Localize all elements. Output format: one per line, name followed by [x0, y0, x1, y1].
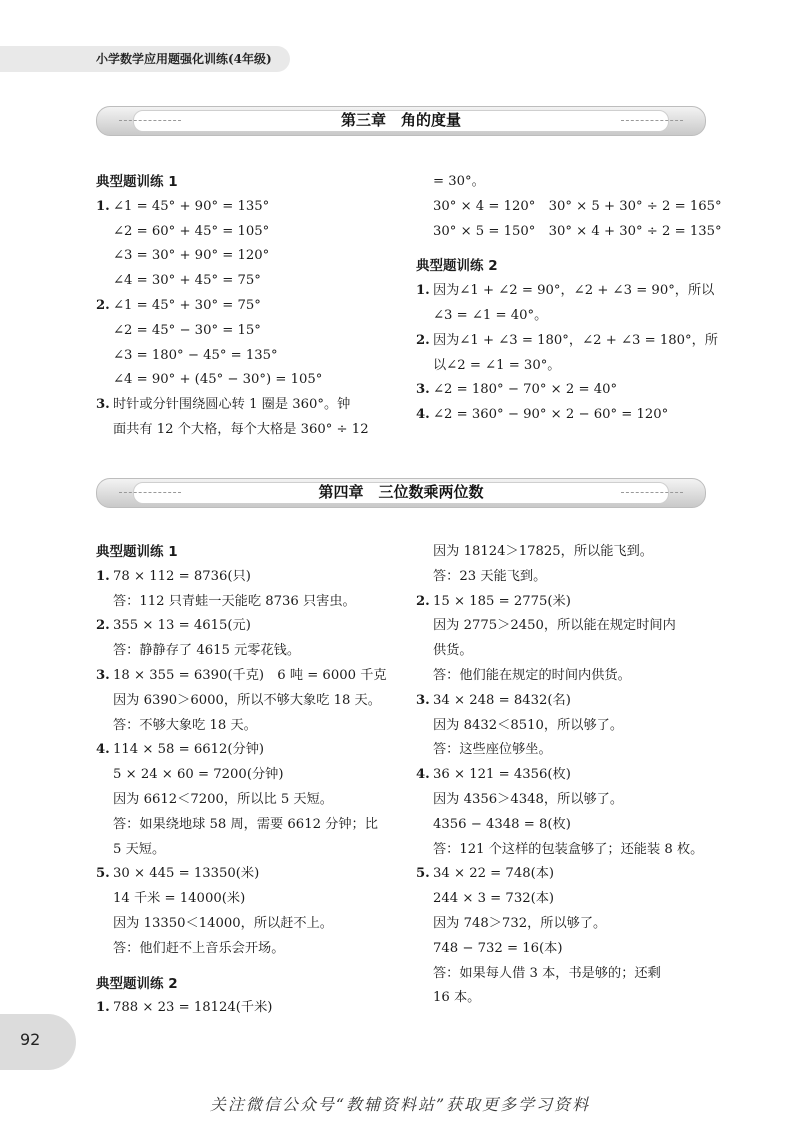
answer-line: 16 本。 [433, 990, 481, 1006]
answer-text: 788 × 23 = 18124(千米) [113, 1000, 273, 1016]
item-number: 3. [416, 382, 430, 398]
answer-line: 748 − 732 = 16(本) [433, 940, 563, 956]
answer-line [416, 403, 716, 428]
chapter-4-right-column [416, 540, 716, 1011]
answer-text: 114 × 58 = 6612(分钟) [113, 742, 265, 758]
book-title: 小学数学应用题强化训练(4年级) [96, 52, 272, 66]
answer-line: 面共有 12 个大格，每个大格是 360° ÷ 12 [113, 421, 369, 437]
answer-line: 因为 4356＞4348，所以够了。 [433, 791, 624, 807]
item-number: 1. [96, 568, 110, 584]
answer-line: ∠4 = 30° + 45° = 75° [113, 273, 261, 289]
answer-text: 78 × 112 = 8736(只) [113, 568, 251, 584]
answer-line [96, 996, 396, 1021]
answer-line: 答：他们能在规定的时间内供货。 [433, 667, 631, 683]
answer-line: 因为 18124＞17825，所以能飞到。 [433, 544, 653, 559]
item-number: 2. [416, 593, 430, 609]
item-number: 2. [416, 332, 430, 348]
answer-line [416, 329, 716, 354]
answer-line: 14 千米 = 14000(米) [113, 891, 246, 907]
answer-line: 因为 2775＞2450，所以能在规定时间内 [433, 618, 676, 634]
answer-line: 答：这些座位够坐。 [433, 742, 552, 758]
answer-text: 34 × 248 = 8432(名) [433, 692, 571, 708]
answer-line [416, 862, 716, 887]
answer-line [96, 195, 396, 220]
item-number: 1. [416, 283, 430, 299]
answer-line: 因为 6390＞6000，所以不够大象吃 18 天。 [113, 692, 381, 708]
item-number: 5. [416, 866, 430, 882]
answer-line: ∠3 = ∠1 = 40°。 [433, 307, 548, 323]
answer-line: ∠2 = 60° + 45° = 105° [113, 223, 270, 239]
answer-line [96, 738, 396, 763]
answer-line: 答：如果绕地球 58 周，需要 6612 分钟；比 [113, 816, 378, 832]
answer-line: 答：121 个这样的包装盒够了；还能装 8 枚。 [433, 841, 704, 857]
item-number: 1. [96, 1000, 110, 1016]
answer-line [96, 565, 396, 590]
answer-line: 30° × 5 = 150° 30° × 4 + 30° ÷ 2 = 135° [433, 223, 722, 239]
chapter-3-bar [96, 106, 706, 136]
answer-line: 244 × 3 = 732(本) [433, 891, 555, 907]
answer-text: 因为∠1 + ∠2 = 90°，∠2 + ∠3 = 90°，所以 [433, 283, 715, 299]
section-heading: 典型题训练 1 [96, 174, 178, 190]
answer-line: = 30°。 [433, 174, 485, 189]
item-number: 3. [416, 692, 430, 708]
answer-line [416, 378, 716, 403]
spacer [96, 962, 396, 972]
answer-text: 36 × 121 = 4356(枚) [433, 767, 571, 783]
answer-line [416, 279, 716, 304]
answer-text: 因为∠1 + ∠3 = 180°，∠2 + ∠3 = 180°，所 [433, 332, 718, 348]
chapter-3-title: 第三章 角的度量 [340, 111, 461, 129]
answer-line: 以∠2 = ∠1 = 30°。 [433, 357, 561, 373]
item-number: 4. [416, 767, 430, 783]
answer-line: 答：不够大象吃 18 天。 [113, 717, 257, 733]
item-number: 2. [96, 618, 110, 634]
chapter-3-left-column [96, 170, 396, 443]
answer-line: 4356 − 4348 = 8(枚) [433, 816, 571, 832]
answer-line: 答：23 天能飞到。 [433, 568, 547, 584]
answer-text: 18 × 355 = 6390(千克) 6 吨 = 6000 千克 [113, 667, 387, 683]
item-number: 3. [96, 667, 110, 683]
answer-line: 5 天短。 [113, 841, 166, 857]
answer-line [416, 590, 716, 615]
section-heading: 典型题训练 1 [96, 544, 178, 560]
answer-line: 5 × 24 × 60 = 7200(分钟) [113, 767, 284, 783]
answer-line: 30° × 4 = 120° 30° × 5 + 30° ÷ 2 = 165° [433, 198, 722, 214]
section-heading: 典型题训练 2 [416, 258, 498, 275]
footer-note: 关注微信公众号“教辅资料站”获取更多学习资料 [209, 1095, 591, 1114]
answer-text: ∠1 = 45° + 90° = 135° [113, 198, 270, 214]
answer-line [96, 294, 396, 319]
answer-line: ∠3 = 30° + 90° = 120° [113, 248, 270, 264]
answer-text: 355 × 13 = 4615(元) [113, 618, 251, 634]
item-number: 4. [96, 742, 110, 758]
answer-text: ∠2 = 180° − 70° × 2 = 40° [433, 382, 618, 398]
answer-line [96, 862, 396, 887]
item-number: 3. [96, 397, 110, 413]
item-number: 4. [416, 407, 430, 423]
chapter-4-title: 第四章 三位数乘两位数 [318, 483, 484, 501]
item-number: 5. [96, 866, 110, 882]
spacer [416, 244, 716, 254]
answer-line: ∠3 = 180° − 45° = 135° [113, 347, 278, 363]
answer-text: 时针或分针围绕圆心转 1 圈是 360°。钟 [113, 397, 351, 413]
item-number: 2. [96, 297, 110, 313]
answer-text: 15 × 185 = 2775(米) [433, 593, 571, 609]
answer-line: 答：如果每人借 3 本，书是够的；还剩 [433, 965, 661, 981]
answer-line [416, 763, 716, 788]
answer-text: ∠2 = 360° − 90° × 2 − 60° = 120° [433, 407, 669, 423]
page-number: 92 [20, 1030, 41, 1049]
answer-text: 34 × 22 = 748(本) [433, 866, 555, 882]
answer-line: ∠4 = 90° + (45° − 30°) = 105° [113, 372, 323, 388]
item-number: 1. [96, 198, 110, 214]
answer-text: 30 × 445 = 13350(米) [113, 866, 260, 882]
answer-line: 因为 13350＜14000，所以赶不上。 [113, 915, 333, 931]
answer-line: 因为 8432＜8510，所以够了。 [433, 717, 624, 733]
answer-line: 答：112 只青蛙一天能吃 8736 只害虫。 [113, 593, 356, 609]
answer-line [416, 689, 716, 714]
chapter-4-bar [96, 478, 706, 508]
answer-line: 答：他们赶不上音乐会开场。 [113, 940, 285, 956]
section-heading: 典型题训练 2 [96, 975, 178, 992]
answer-text: ∠1 = 45° + 30° = 75° [113, 297, 261, 313]
chapter-4-left-column [96, 540, 396, 1021]
answer-line: 因为 6612＜7200，所以比 5 天短。 [113, 791, 333, 807]
answer-line: ∠2 = 45° − 30° = 15° [113, 322, 261, 338]
answer-line [96, 393, 396, 418]
answer-line: 答：静静存了 4615 元零花钱。 [113, 643, 301, 659]
answer-line [96, 614, 396, 639]
answer-line: 供货。 [433, 643, 473, 659]
answer-line [96, 664, 396, 689]
answer-line: 因为 748＞732，所以够了。 [433, 915, 607, 931]
chapter-3-right-column [416, 170, 722, 428]
